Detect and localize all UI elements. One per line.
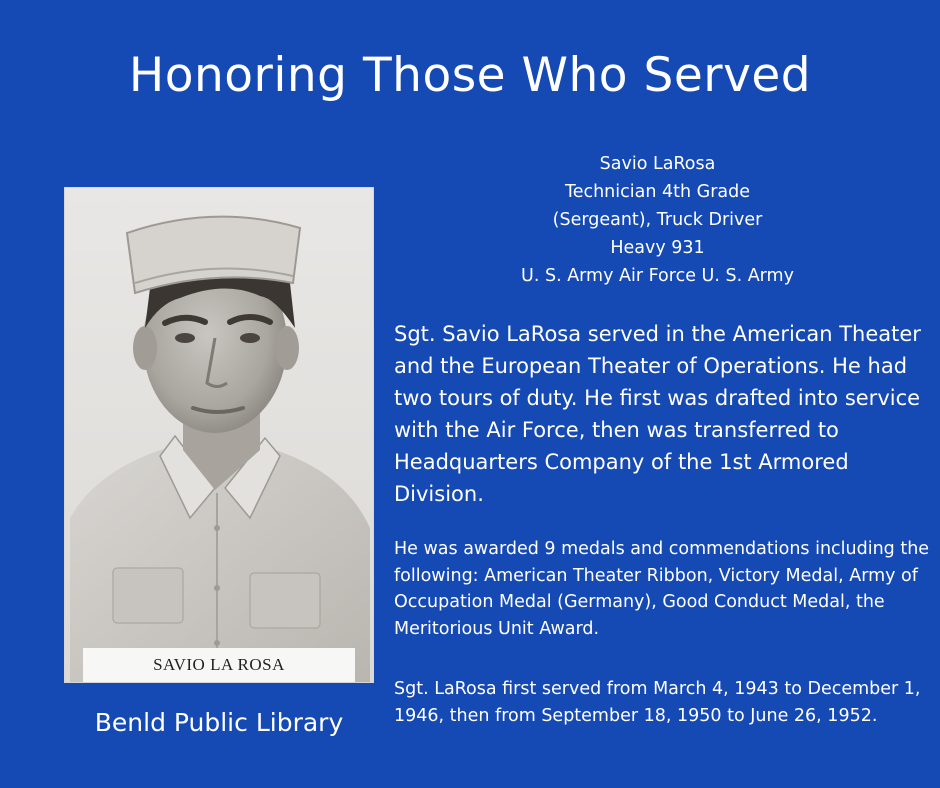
portrait-photo xyxy=(65,188,373,682)
rank-block xyxy=(460,150,855,290)
bio-paragraph: Sgt. Savio LaRosa served in the American Theater and the European Theater of Operations. He had two tours of duty. He first was drafted into service with the Air Force, then was transferred to Headquarters Company of the 1st Armored Division. xyxy=(394,322,921,506)
library-name: Benld Public Library xyxy=(94,708,344,737)
rank-line-class: Heavy 931 xyxy=(610,238,705,258)
photo-caption: SAVIO LA ROSA xyxy=(83,648,355,682)
service-dates-paragraph: Sgt. LaRosa first served from March 4, 1943 to December 1, 1946, then from September 18, 1950 to June 26, 1952. xyxy=(394,679,921,726)
page-title: Honoring Those Who Served xyxy=(128,48,812,103)
rank-line-name: Savio LaRosa xyxy=(599,154,716,174)
medals-paragraph: He was awarded 9 medals and commendations including the following: American Theater Ribbon, Victory Medal, Army of Occupation Medal (Germany), Good Conduct Medal, the Meritorious Unit Award. xyxy=(394,539,930,639)
rank-line-branch: U. S. Army Air Force U. S. Army xyxy=(521,266,794,286)
rank-line-role: (Sergeant), Truck Driver xyxy=(552,210,763,230)
rank-line-grade: Technician 4th Grade xyxy=(564,182,750,202)
